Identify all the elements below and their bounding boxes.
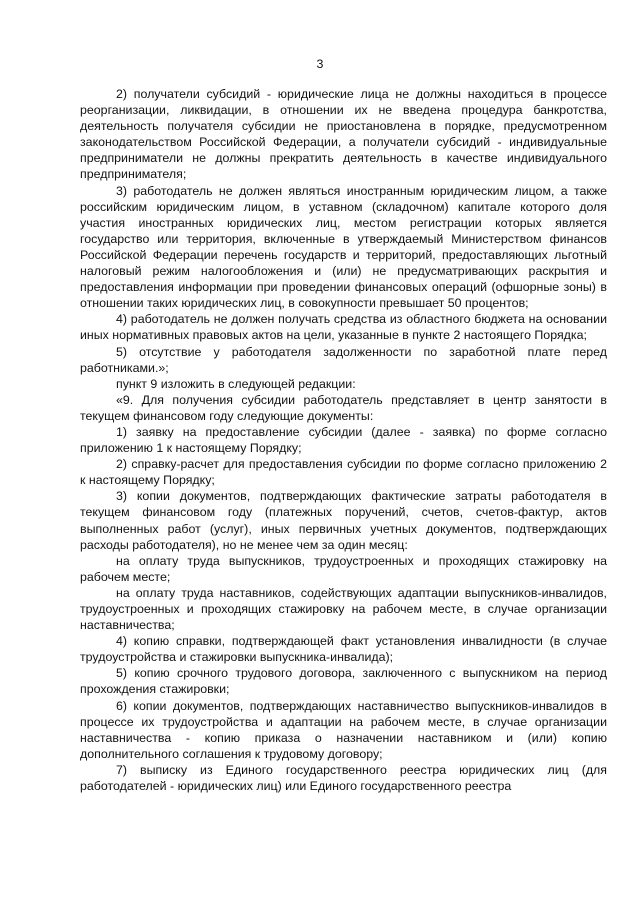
paragraph: 4) копию справки, подтверждающей факт установления инвалидности (в случае трудоустройства и стажировки выпускника-инвалида);: [80, 634, 607, 665]
paragraph: 1) заявку на предоставление субсидии (далее - заявка) по форме согласно приложению 1 к настоящему Порядку;: [80, 424, 607, 456]
paragraph: на оплату труда выпускников, трудоустроенных и проходящих стажировку на рабочем месте;: [80, 553, 607, 584]
paragraph: 7) выписку из Единого государственного реестра юридических лиц (для работодателей - юридических лиц) или Единого государственного реестра: [80, 762, 607, 794]
document-body: [80, 86, 607, 794]
paragraph: на оплату труда наставников, содействующих адаптации выпускников-инвалидов, трудоустроенных и проходящих стажировку на рабочем месте, в случае организации наставничества;: [80, 585, 607, 633]
paragraph: 5) копию срочного трудового договора, заключенного с выпускником на период прохождения стажировки;: [80, 666, 607, 697]
paragraph: 5) отсутствие у работодателя задолженности по заработной плате перед работниками.»;: [80, 344, 607, 375]
paragraph: 6) копии документов, подтверждающих наставничество выпускников-инвалидов в процессе их трудоустройства и адаптации на рабочем месте, в случае организации наставничества - копию приказа о назначении наставником и (или) копию дополнительного соглашения к трудовому договору;: [80, 698, 607, 761]
paragraph: 3) копии документов, подтверждающих фактические затраты работодателя в текущем финансовом году (платежных поручений, счетов, счетов-фактур, актов выполненных работ (услуг), иных первичных учетных документов, подтверждающих расходы работодателя), но не менее чем за один месяц:: [80, 489, 607, 552]
paragraph: 2) получатели субсидий - юридические лица не должны находиться в процессе реорганизации, ликвидации, в отношении их не введена процедура банкротства, деятельность получателя субсидии не приостановлена в порядке, предусмотренном законодательством Российской Федерации, а получатели субсидий - индивидуальные предприниматели не должны прекратить деятельность в качестве индивидуального предпринимателя;: [80, 87, 607, 182]
paragraph: «9. Для получения субсидии работодатель представляет в центр занятости в текущем финансовом году следующие документы:: [80, 392, 607, 423]
paragraph: 3) работодатель не должен являться иностранным юридическим лицом, а также российским юридическим лицом, в уставном (складочном) капитале которого доля участия иностранных юридических лиц, местом регистрации которых является государство или территория, включенные в утверждаемый Министерством финансов Российской Федерации перечень государств и территорий, предоставляющих льготный налоговый режим налогообложения и (или) не предусматривающих раскрытия и предоставления информации при проведении финансовых операций (офшорные зоны) в отношении таких юридических лиц, в совокупности превышает 50 процентов;: [80, 183, 607, 311]
paragraph: пункт 9 изложить в следующей редакции:: [116, 376, 356, 391]
page-number: 3: [316, 57, 324, 71]
paragraph: 4) работодатель не должен получать средства из областного бюджета на основании иных нормативных правовых актов на цели, указанные в пункте 2 настоящего Порядка;: [80, 312, 607, 343]
paragraph: 2) справку-расчет для предоставления субсидии по форме согласно приложению 2 к настоящему Порядку;: [80, 457, 607, 488]
